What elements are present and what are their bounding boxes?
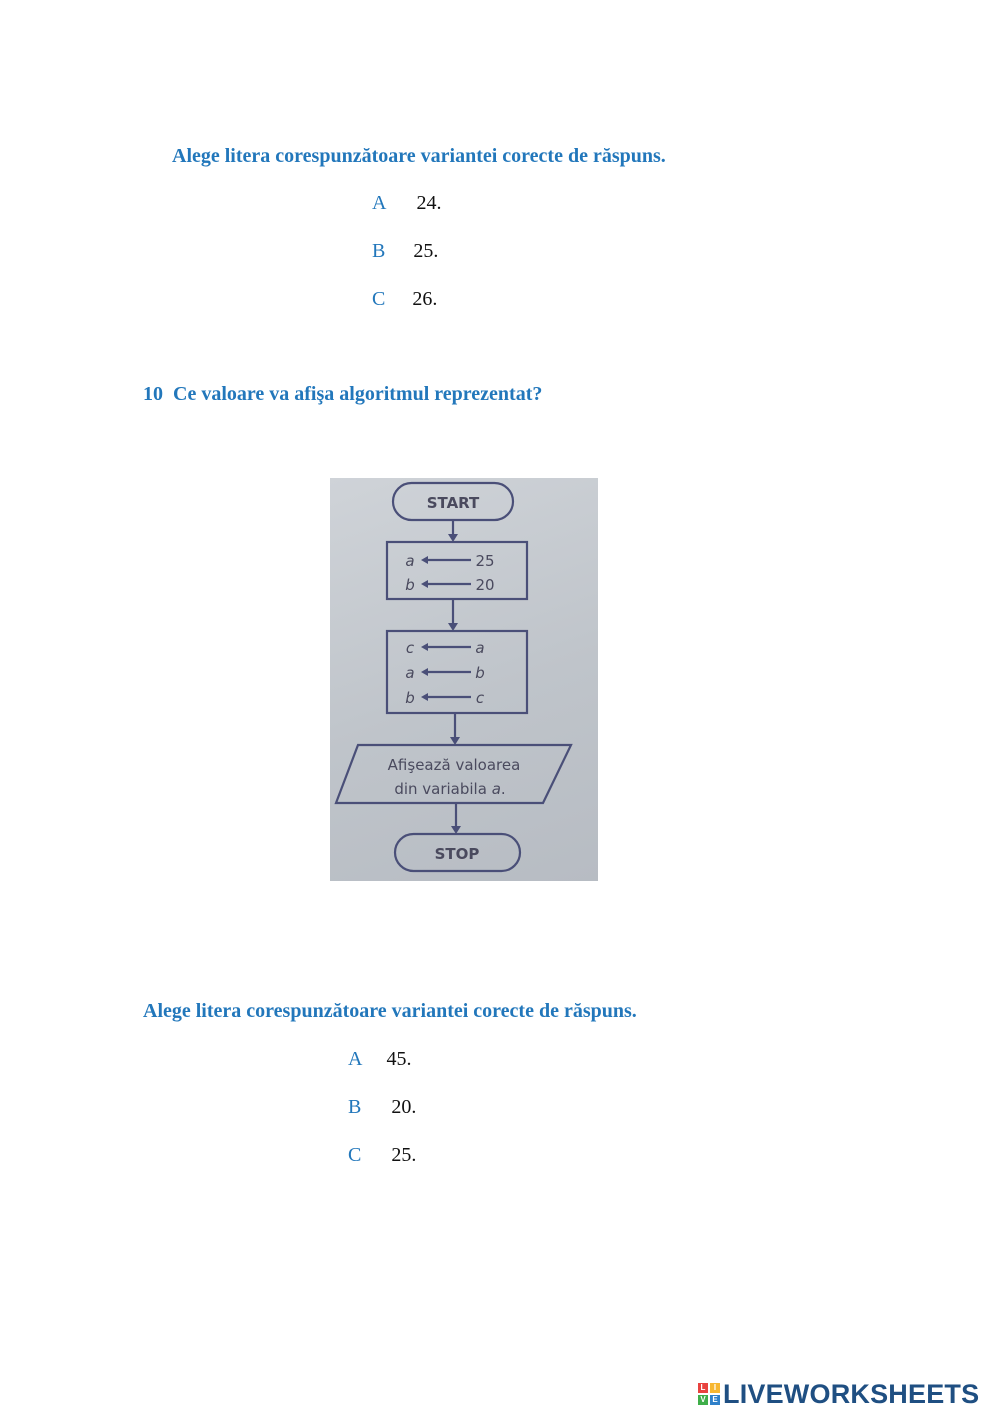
option-letter: C [372, 288, 386, 310]
question-heading [143, 383, 542, 406]
option-letter: C [348, 1144, 362, 1166]
brand-name: LIVEWORKSHEETS [723, 1378, 980, 1409]
option-letter: A [348, 1048, 363, 1070]
val-25: 25 [475, 552, 495, 570]
option-letter: A [372, 192, 387, 214]
liveworksheets-logo-icon [698, 1383, 720, 1405]
logo-letter-e: E [710, 1395, 720, 1405]
var-b-init: b [405, 576, 415, 594]
option-value: 45. [386, 1048, 412, 1070]
option-letter: B [372, 240, 386, 262]
flowchart-diagram [330, 478, 598, 881]
option-value: 24. [416, 192, 442, 214]
option-value: 25. [391, 1144, 417, 1166]
output-line-2-var: a [491, 780, 501, 798]
option-a-1[interactable] [372, 192, 441, 215]
output-line-2-prefix: din variabila [394, 780, 492, 798]
option-value: 20. [391, 1096, 417, 1118]
instruction-text-1: Alege litera corespunzătoare variantei corecte de răspuns. [172, 145, 666, 167]
option-a-2[interactable] [348, 1048, 411, 1071]
question-number: 10 [143, 383, 163, 405]
instruction-text-2: Alege litera corespunzătoare variantei corecte de răspuns. [143, 1000, 637, 1022]
flowchart-image [330, 478, 598, 881]
logo-letter-i: I [710, 1383, 720, 1393]
val-20: 20 [475, 576, 495, 594]
var-b-swap: b [405, 689, 415, 707]
val-b-swap: b [475, 664, 485, 682]
logo-letter-l: L [698, 1383, 708, 1393]
val-a-swap: a [475, 639, 485, 657]
stop-label: STOP [434, 845, 480, 863]
option-b-1[interactable] [372, 240, 438, 263]
question-text: Ce valoare va afişa algoritmul reprezentat? [173, 383, 543, 405]
option-value: 26. [412, 288, 438, 310]
var-a-swap: a [405, 664, 415, 682]
var-a-init: a [405, 552, 415, 570]
option-letter: B [348, 1096, 362, 1118]
option-value: 25. [413, 240, 439, 262]
output-line-2-suffix: . [500, 780, 506, 798]
output-line-2 [394, 780, 505, 798]
output-line-1: Afişează valoarea [387, 756, 521, 774]
var-c-swap: c [405, 639, 415, 657]
option-c-1[interactable] [372, 288, 437, 311]
start-label: START [426, 494, 480, 512]
val-c-swap: c [475, 689, 485, 707]
liveworksheets-brand [698, 1378, 979, 1410]
logo-letter-v: V [698, 1395, 708, 1405]
option-c-2[interactable] [348, 1144, 416, 1167]
option-b-2[interactable] [348, 1096, 416, 1119]
